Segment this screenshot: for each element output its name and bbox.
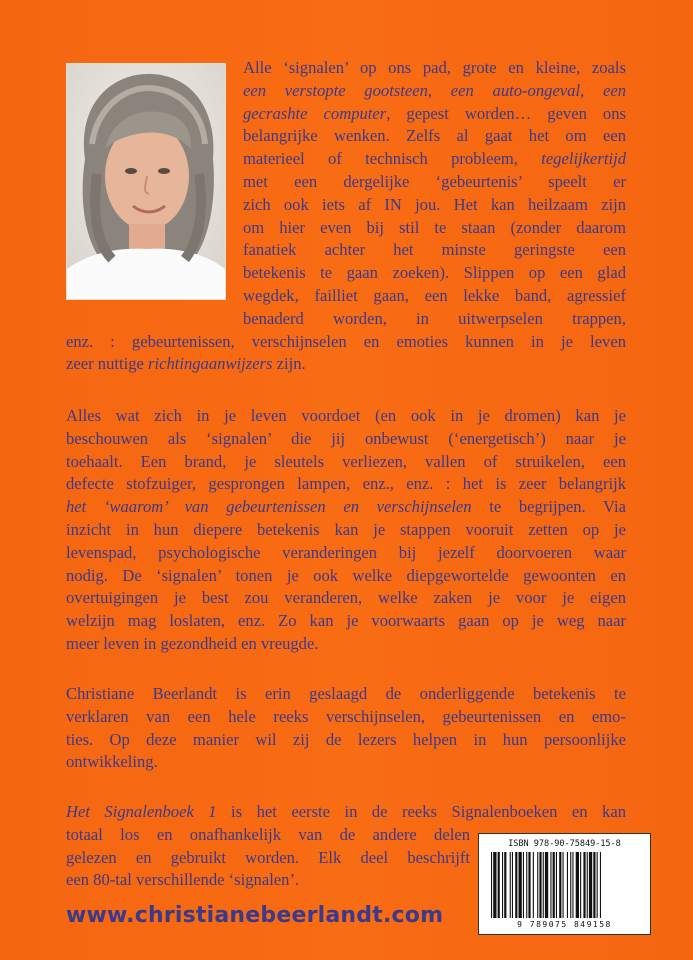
- text-line: fanatiek achter het minste geringste een: [243, 240, 626, 260]
- text-line: benaderd worden, in uitwerpselen trappen,: [243, 308, 626, 328]
- barcode-bar: [550, 852, 551, 918]
- italic-phrase: Het Signalenboek 1: [66, 802, 217, 821]
- barcode-bar: [600, 852, 601, 918]
- text-line: beschouwen als ‘signalen’ die jij onbewust (‘energetisch’) naar je: [66, 428, 626, 448]
- barcode-bar: [523, 852, 524, 918]
- text-line: [243, 103, 626, 126]
- barcode-bar: [528, 852, 530, 918]
- barcode-bar: [539, 852, 541, 918]
- italic-phrase: tegelijkertijd: [541, 149, 626, 169]
- text-fragment: materieel of technisch probleem,: [243, 149, 542, 169]
- text-line: Alles wat zich in je leven voordoet (en ook in je dromen) kan je: [66, 406, 626, 425]
- text-line: betekenis te gaan zoeken). Slippen op een glad: [243, 263, 626, 283]
- text-line: totaal los en onafhankelijk van de andere delen: [66, 824, 470, 844]
- text-line: om hier even bij stil te staan (zonder daarom: [243, 217, 626, 237]
- text-line: meer leven in gezondheid en vreugde.: [66, 633, 319, 653]
- barcode-bar: [491, 852, 492, 918]
- author-paragraph: [66, 683, 626, 774]
- text-line: [66, 496, 626, 519]
- text-line: Christiane Beerlandt is erin geslaagd de onderliggende betekenis te: [66, 684, 626, 703]
- text-fragment: , gepest worden… geven ons: [386, 103, 626, 123]
- barcode-bar: [559, 852, 561, 918]
- text-line: gelezen en gebruikt worden. Elk deel beschrijft: [66, 847, 470, 867]
- barcode-bar: [583, 852, 585, 918]
- text-line: belangrijke wenken. Zelfs al gaat het om een: [243, 126, 626, 146]
- text-line: een verstopte gootsteen, een auto-ongeval, een: [243, 80, 626, 100]
- barcode-bar: [593, 852, 595, 918]
- barcode-bar: [498, 852, 500, 918]
- text-line: defecte stofzuiger, gesprongen lampen, enz., enz. : het is zeer belangrijk: [66, 474, 626, 494]
- text-line: [66, 353, 626, 376]
- text-line: nodig. De ‘signalen’ tonen je ook welke diepgewortelde gewoonten en: [66, 565, 626, 585]
- barcode-bar: [543, 852, 544, 918]
- barcode-bar: [493, 852, 496, 918]
- barcode-bar: [589, 852, 592, 918]
- barcode-bar: [502, 852, 503, 918]
- text-line: welzijn mag loslaten, enz. Zo kan je voorwaarts gaan op je weg naar: [66, 611, 626, 631]
- barcode-bar: [553, 852, 555, 918]
- barcode-bar: [563, 852, 564, 918]
- barcode-bar: [515, 852, 517, 918]
- intro-paragraph: [66, 57, 626, 376]
- text-line: Alle ‘signalen’ op ons pad, grote en kleine, zoals: [243, 58, 626, 77]
- barcode-bar: [537, 852, 538, 918]
- text-line: enz. : gebeurtenissen, verschijnselen en emoties kunnen in je leven: [66, 331, 626, 351]
- barcode-bar: [570, 852, 571, 918]
- text-fragment: te begrijpen. Via: [471, 497, 626, 517]
- text-line: [243, 148, 626, 171]
- barcode-bar: [510, 852, 511, 918]
- barcode-bar: [597, 852, 598, 918]
- barcode-bar: [556, 852, 557, 918]
- barcode-bar: [533, 852, 534, 918]
- text-line: een 80-tal verschillende ‘signalen’.: [66, 870, 300, 890]
- barcode-bar: [512, 852, 513, 918]
- text-line: toehaalt. Een brand, je sleutels verliezen, vallen of struikelen, een: [66, 451, 626, 471]
- text-line: [66, 801, 626, 824]
- barcode-bar: [526, 852, 527, 918]
- isbn-label: ISBN 978-90-75849-15-8: [508, 839, 621, 849]
- barcode-bar: [572, 852, 573, 918]
- text-fragment: zeer nuttige: [66, 354, 149, 374]
- text-line: zich ook iets af IN jou. Het kan heilzaam zijn: [243, 194, 626, 214]
- italic-phrase: gecrashte computer: [243, 103, 387, 123]
- isbn-barcode: [478, 833, 651, 935]
- text-line: verklaren van een hele reeks verschijnselen, gebeurtenissen en emo-: [66, 706, 626, 726]
- text-line: met een dergelijke ‘gebeurtenis’ speelt er: [243, 171, 626, 191]
- text-fragment: is het eerste in de reeks Signalenboeken en kan: [216, 802, 626, 821]
- barcode-bar: [545, 852, 548, 918]
- text-line: wegdek, failliet gaan, een lekke band, agressief: [243, 285, 626, 305]
- text-line: ontwikkeling.: [66, 752, 158, 772]
- italic-phrase: het ‘waarom’ van gebeurtenissen en verschijnselen: [66, 497, 472, 517]
- barcode-bar: [576, 852, 579, 918]
- website-url[interactable]: www.christianebeerlandt.com: [66, 903, 444, 928]
- barcode-bar: [587, 852, 588, 918]
- text-line: ties. Op deze manier wil zij de lezers helpen in hun persoonlijke: [66, 729, 626, 749]
- text-fragment: zijn.: [272, 354, 306, 374]
- barcode-bars: [489, 852, 640, 918]
- text-line: overtuigingen je best zou veranderen, welke zaken je voor je eigen: [66, 588, 626, 608]
- signals-paragraph: [66, 405, 626, 656]
- barcode-bar: [519, 852, 522, 918]
- barcode-bar: [504, 852, 506, 918]
- text-line: inzicht in hun diepere betekenis kan je stappen vooruit zetten op je: [66, 519, 626, 539]
- barcode-bar: [567, 852, 568, 918]
- barcode-digits: 9 789075 849158: [517, 920, 612, 929]
- italic-phrase: richtingaanwijzers: [148, 354, 273, 374]
- barcode-bar: [580, 852, 581, 918]
- text-line: levenspad, psychologische veranderingen bij jezelf doorvoeren waar: [66, 542, 626, 562]
